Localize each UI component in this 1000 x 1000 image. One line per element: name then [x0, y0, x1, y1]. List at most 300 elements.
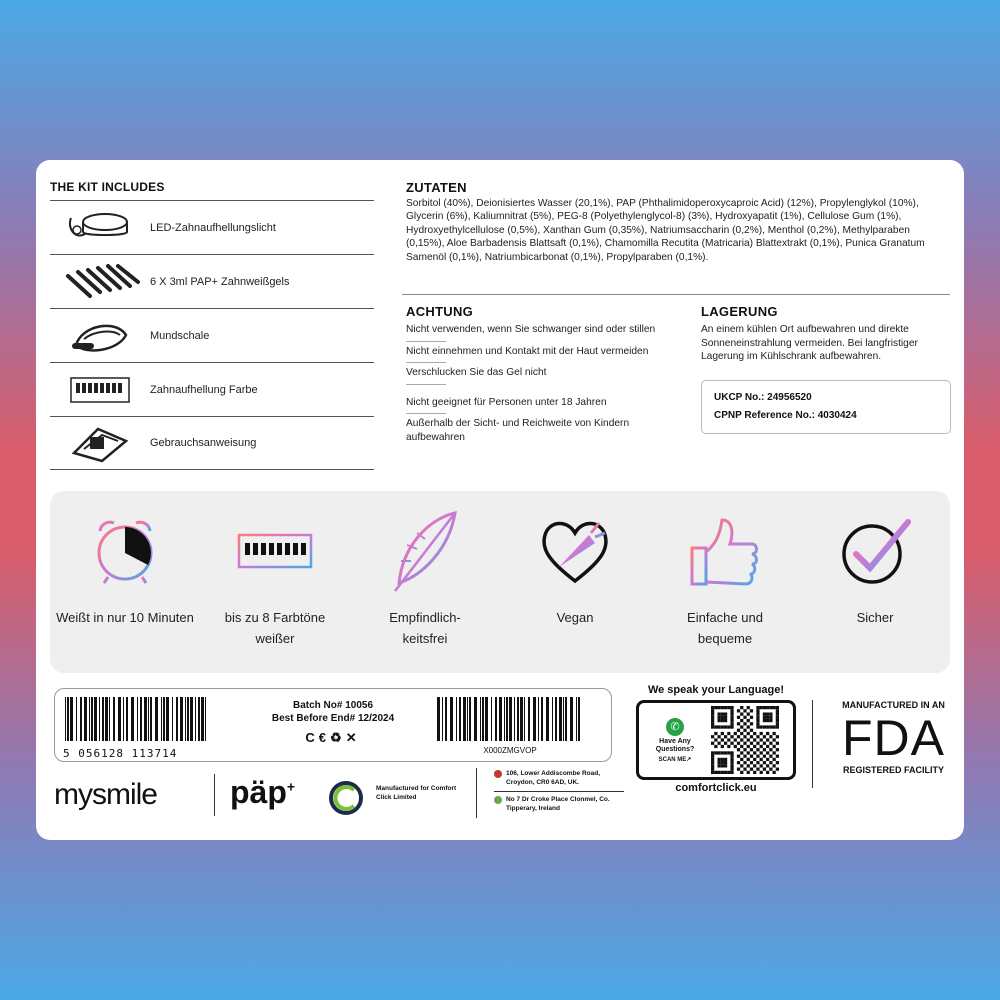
storage-section	[701, 304, 951, 434]
scan-me: SCAN ME↗	[658, 756, 692, 763]
qr-cell	[714, 706, 717, 709]
barcode-bar	[126, 697, 128, 741]
alarm-clock-icon	[90, 515, 160, 587]
qr-cell	[747, 771, 750, 774]
mysmile-logo: mysmile	[54, 778, 157, 811]
qr-cell	[760, 764, 763, 767]
ean-barcode	[63, 697, 213, 759]
qr-cell	[756, 748, 759, 751]
qr-cell	[763, 748, 766, 751]
qr-cell	[756, 709, 759, 712]
qr-cell	[773, 745, 776, 748]
qr-cell	[724, 742, 727, 745]
uk-flag-icon	[494, 770, 502, 778]
barcode-bar	[80, 697, 82, 741]
qr-cell	[769, 768, 772, 771]
fnsku-barcode	[435, 697, 585, 759]
ukcp-number: UKCP No.: 24956520	[714, 391, 812, 403]
product-label-card	[36, 160, 964, 840]
barcode-bar	[570, 697, 573, 741]
batch-info	[243, 699, 423, 744]
barcode-bar	[113, 697, 115, 741]
qr-cell	[717, 725, 720, 728]
qr-cell	[711, 706, 714, 709]
qr-cell	[753, 758, 756, 761]
qr-cell	[773, 771, 776, 774]
qr-cell	[714, 751, 717, 754]
qr-cell	[743, 768, 746, 771]
qr-cell	[747, 725, 750, 728]
qr-cell	[743, 755, 746, 758]
qr-cell	[730, 709, 733, 712]
qr-cell	[756, 768, 759, 771]
qr-cell	[756, 712, 759, 715]
qr-cell	[750, 729, 753, 732]
qr-cell	[743, 729, 746, 732]
ean-digits: 5 056128 113714	[63, 747, 178, 760]
kit-item-label: Zahnaufhellung Farbe	[150, 383, 258, 396]
shade-guide-icon	[50, 377, 150, 403]
barcode-bar	[456, 697, 457, 741]
kit-item	[50, 308, 374, 362]
pap-logo: päp+	[230, 774, 296, 810]
warning-item: Außerhalb der Sicht- und Reichweite von Kindern aufbewahren	[406, 418, 630, 443]
feature-label: Sicher	[856, 610, 894, 625]
barcode-bar	[201, 697, 204, 741]
barcode-bar	[102, 697, 104, 741]
qr-cell	[776, 761, 779, 764]
qr-cell	[730, 719, 733, 722]
best-before: Best Before End# 12/2024	[271, 713, 395, 724]
qr-cell	[773, 706, 776, 709]
qr-cell	[773, 758, 776, 761]
qr-cell	[730, 761, 733, 764]
barcode-bar	[70, 697, 73, 741]
barcode-bar	[180, 697, 183, 741]
qr-cell	[740, 745, 743, 748]
qr-cell	[730, 751, 733, 754]
kit-item-label: LED-Zahnaufhellungslicht	[150, 221, 276, 234]
shade-guide-icon	[237, 515, 313, 587]
qr-cell	[711, 709, 714, 712]
qr-cell	[727, 725, 730, 728]
qr-cell	[773, 738, 776, 741]
qr-cell	[760, 771, 763, 774]
barcode-bar	[442, 697, 443, 741]
manufacturer-text: Manufactured for Comfort Click Limited	[376, 785, 457, 801]
barcode-bar	[524, 697, 525, 741]
qr-cell	[769, 742, 772, 745]
addresses	[494, 768, 624, 813]
qr-cell	[773, 764, 776, 767]
kit-item	[50, 362, 374, 416]
barcode-bar	[161, 697, 162, 741]
qr-cell	[763, 719, 766, 722]
qr-cell	[747, 745, 750, 748]
qr-cell	[734, 732, 737, 735]
qr-cell	[750, 735, 753, 738]
barcode-bar	[459, 697, 461, 741]
qr-cell	[724, 716, 727, 719]
qr-cell	[740, 712, 743, 715]
qr-cell	[747, 706, 750, 709]
qr-cell	[730, 716, 733, 719]
qr-cell	[760, 758, 763, 761]
whatsapp-icon: ✆	[666, 718, 684, 736]
qr-box	[636, 700, 796, 780]
qr-cell	[717, 719, 720, 722]
kit-title: THE KIT INCLUDES	[50, 180, 165, 194]
feature-item	[500, 491, 650, 673]
qr-cell	[766, 732, 769, 735]
qr-cell	[769, 755, 772, 758]
comfort-click-logo-icon	[328, 780, 364, 821]
barcode-bar	[148, 697, 149, 741]
storage-text: An einem kühlen Ort aufbewahren und direkte Sonneneinstrahlung vermeiden. Bei langfristiger Lagerung im Kühlschrank aufbewahren.	[701, 324, 918, 362]
qr-cell	[730, 764, 733, 767]
qr-cell	[756, 742, 759, 745]
heart-carrot-icon	[539, 515, 611, 587]
barcode-bar	[555, 697, 557, 741]
qr-cell	[760, 725, 763, 728]
qr-cell	[766, 706, 769, 709]
barcode-bar	[190, 697, 193, 741]
qr-cell	[750, 742, 753, 745]
barcode-bar	[463, 697, 466, 741]
qr-cell	[769, 725, 772, 728]
feature-item	[800, 491, 950, 673]
qr-cell	[756, 722, 759, 725]
have-questions: Have Any Questions?	[655, 737, 695, 753]
qr-cell	[769, 748, 772, 751]
qr-cell	[763, 706, 766, 709]
qr-cell	[721, 716, 724, 719]
qr-cell	[711, 764, 714, 767]
address-divider	[476, 768, 477, 818]
qr-cell	[760, 706, 763, 709]
barcode-bar	[578, 697, 580, 741]
qr-cell	[737, 735, 740, 738]
qr-cell	[766, 758, 769, 761]
qr-heading: We speak your Language!	[647, 684, 785, 696]
qr-cell	[756, 706, 759, 709]
qr-cell	[730, 735, 733, 738]
qr-cell	[763, 768, 766, 771]
qr-cell	[740, 771, 743, 774]
qr-cell	[750, 755, 753, 758]
qr-cell	[769, 712, 772, 715]
gel-syringes-icon	[50, 262, 150, 302]
barcode-bar	[172, 697, 173, 741]
qr-cell	[747, 732, 750, 735]
fda-divider	[812, 700, 813, 788]
qr-cell	[724, 764, 727, 767]
qr-cell	[737, 729, 740, 732]
barcode-bar	[150, 697, 152, 741]
qr-cell	[737, 742, 740, 745]
qr-cell	[717, 735, 720, 738]
qr-cell	[776, 719, 779, 722]
qr-cell	[740, 764, 743, 767]
qr-cell	[776, 748, 779, 751]
qr-cell	[766, 751, 769, 754]
ingredients-section	[406, 180, 951, 264]
qr-cell	[763, 725, 766, 728]
barcode-bar	[480, 697, 481, 741]
kit-includes-section	[50, 180, 374, 470]
barcode-bar	[552, 697, 553, 741]
logo-divider	[214, 774, 215, 816]
qr-cell	[740, 719, 743, 722]
qr-cell	[730, 755, 733, 758]
barcode-box	[54, 688, 612, 762]
qr-cell	[724, 771, 727, 774]
qr-cell	[714, 745, 717, 748]
ingredients-title: ZUTATEN	[406, 180, 467, 195]
feature-label: Weißt in nur 10 Minuten	[56, 610, 194, 625]
qr-cell	[727, 751, 730, 754]
qr-cell	[760, 738, 763, 741]
bin-crossed-icon: ✕	[345, 730, 361, 745]
qr-cell	[763, 755, 766, 758]
qr-cell	[750, 761, 753, 764]
qr-cell	[766, 716, 769, 719]
qr-cell	[721, 706, 724, 709]
barcode-bar	[563, 697, 564, 741]
kit-item-label: Gebrauchsanweisung	[150, 437, 257, 449]
qr-cell	[747, 719, 750, 722]
barcode-bar	[517, 697, 519, 741]
address-uk: 106, Lower Addiscombe Road, Croydon, CR0 6AD, UK.	[494, 770, 624, 787]
barcode-bar	[123, 697, 124, 741]
kit-item	[50, 254, 374, 308]
kit-item	[50, 200, 374, 254]
barcode-bar	[514, 697, 515, 741]
warning-title: ACHTUNG	[406, 304, 474, 319]
kit-item-label: Mundschale	[150, 329, 210, 342]
qr-cell	[721, 712, 724, 715]
fda-top-text: MANUFACTURED IN AN	[842, 700, 945, 710]
qr-cell	[724, 751, 727, 754]
qr-cell	[724, 761, 727, 764]
qr-cell	[711, 725, 714, 728]
qr-cell	[740, 751, 743, 754]
qr-cell	[753, 738, 756, 741]
barcode-bar	[166, 697, 169, 741]
warning-item: Nicht geeignet für Personen unter 18 Jahren	[406, 396, 666, 412]
feature-label: bis zu 8 Farbtöne weißer	[224, 610, 326, 646]
qr-cell	[714, 738, 717, 741]
qr-cell	[750, 748, 753, 751]
barcode-bar	[195, 697, 196, 741]
qr-cell	[730, 712, 733, 715]
qr-cell	[750, 716, 753, 719]
qr-cell	[743, 716, 746, 719]
qr-cell	[753, 751, 756, 754]
qr-cell	[724, 735, 727, 738]
qr-cell	[737, 716, 740, 719]
qr-cell	[714, 771, 717, 774]
warning-item: Nicht einnehmen und Kontakt mit der Haut vermeiden	[406, 345, 666, 361]
qr-cell	[717, 764, 720, 767]
qr-cell	[730, 725, 733, 728]
qr-cell	[711, 751, 714, 754]
qr-cell	[743, 709, 746, 712]
qr-cell	[766, 771, 769, 774]
qr-cell	[766, 719, 769, 722]
barcode-bar	[474, 697, 477, 741]
qr-cell	[727, 738, 730, 741]
barcode-bar	[187, 697, 189, 741]
ie-flag-icon	[494, 796, 502, 804]
qr-cell	[717, 716, 720, 719]
barcode-bar	[163, 697, 165, 741]
feature-label: Einfache und bequeme	[687, 610, 763, 646]
qr-cell	[721, 738, 724, 741]
qr-cell	[727, 771, 730, 774]
qr-cell	[721, 764, 724, 767]
qr-cell	[721, 725, 724, 728]
barcode-bar	[482, 697, 484, 741]
barcode-bar	[140, 697, 142, 741]
mouth-tray-icon	[50, 315, 150, 357]
qr-cell	[721, 761, 724, 764]
fda-badge	[836, 700, 951, 776]
qr-cell	[717, 706, 720, 709]
storage-title: LAGERUNG	[701, 304, 778, 319]
qr-cell	[763, 735, 766, 738]
kit-item	[50, 416, 374, 470]
barcode-bar	[131, 697, 134, 741]
qr-cell	[743, 761, 746, 764]
qr-cell	[721, 758, 724, 761]
qr-cell	[717, 742, 720, 745]
barcode-bar	[499, 697, 502, 741]
qr-cell	[724, 712, 727, 715]
qr-cell	[711, 755, 714, 758]
address-divider-line	[494, 791, 624, 792]
address-ie: No 7 Dr Croke Place Clonmel, Co. Tipperary, Ireland	[494, 796, 624, 813]
thumbs-up-icon	[688, 515, 762, 587]
qr-cell	[711, 722, 714, 725]
barcode-bar	[495, 697, 497, 741]
qr-cell	[776, 709, 779, 712]
qr-cell	[776, 755, 779, 758]
barcode-bar	[137, 697, 138, 741]
led-light-icon	[50, 208, 150, 248]
qr-cell	[724, 719, 727, 722]
qr-cell	[711, 771, 714, 774]
barcode-bar	[528, 697, 530, 741]
qr-cell	[766, 738, 769, 741]
qr-cell	[740, 732, 743, 735]
barcode-bar	[559, 697, 562, 741]
barcode-bar	[185, 697, 186, 741]
barcode-bar	[437, 697, 440, 741]
qr-cell	[711, 758, 714, 761]
qr-cell	[756, 755, 759, 758]
qr-cell	[769, 706, 772, 709]
features-panel	[50, 491, 950, 673]
recycle-icon: ♻	[330, 730, 346, 745]
qr-cell	[776, 735, 779, 738]
barcode-bar	[538, 697, 539, 741]
barcode-bar	[94, 697, 97, 741]
qr-cell	[730, 758, 733, 761]
qr-cell	[721, 719, 724, 722]
qr-cell	[756, 725, 759, 728]
qr-cell	[773, 732, 776, 735]
feature-label: Empfindlich-keitsfrei	[389, 610, 461, 646]
qr-cell	[763, 716, 766, 719]
ce-mark-icon: C€	[305, 730, 331, 745]
qr-cell	[711, 742, 714, 745]
barcode-bar	[89, 697, 90, 741]
qr-cell	[763, 761, 766, 764]
qr-cell	[747, 712, 750, 715]
instructions-icon	[50, 423, 150, 463]
barcode-bar	[76, 697, 77, 741]
barcode-bar	[467, 697, 468, 741]
qr-cell	[717, 751, 720, 754]
qr-cell	[766, 712, 769, 715]
qr-cell	[714, 725, 717, 728]
qr-cell	[753, 764, 756, 767]
batch-number: Batch No# 10056	[292, 700, 374, 711]
site-url: comfortclick.eu	[675, 782, 757, 794]
feature-item	[350, 491, 500, 673]
qr-cell	[717, 771, 720, 774]
barcode-bar	[105, 697, 108, 741]
registration-codes-box	[701, 380, 951, 434]
barcode-bar	[198, 697, 200, 741]
feature-item	[50, 491, 200, 673]
qr-cell	[750, 709, 753, 712]
fda-logo: FDA	[842, 710, 945, 766]
qr-cell	[776, 722, 779, 725]
qr-cell	[747, 764, 750, 767]
qr-cell	[760, 732, 763, 735]
feature-label: Vegan	[556, 610, 594, 625]
qr-cell	[773, 725, 776, 728]
qr-cell	[737, 722, 740, 725]
qr-cell	[756, 716, 759, 719]
barcode-bar	[576, 697, 577, 741]
qr-cell	[737, 755, 740, 758]
qr-cell	[769, 735, 772, 738]
qr-cell	[773, 751, 776, 754]
qr-cell	[717, 761, 720, 764]
qr-cell	[740, 738, 743, 741]
qr-cell	[766, 745, 769, 748]
qr-cell	[776, 716, 779, 719]
qr-code-icon[interactable]	[711, 706, 779, 774]
qr-cell	[750, 722, 753, 725]
qr-cell	[756, 735, 759, 738]
barcode-bar	[91, 697, 93, 741]
barcode-bar	[541, 697, 543, 741]
cpnp-number: CPNP Reference No.: 4030424	[714, 409, 857, 421]
qr-cell	[776, 706, 779, 709]
qr-cell	[753, 732, 756, 735]
qr-cell	[711, 719, 714, 722]
barcode-bar	[509, 697, 512, 741]
qr-cell	[714, 732, 717, 735]
qr-cell	[717, 758, 720, 761]
qr-cell	[727, 706, 730, 709]
barcode-bar	[445, 697, 447, 741]
kit-item-label: 6 X 3ml PAP+ Zahnweißgels	[150, 275, 290, 288]
